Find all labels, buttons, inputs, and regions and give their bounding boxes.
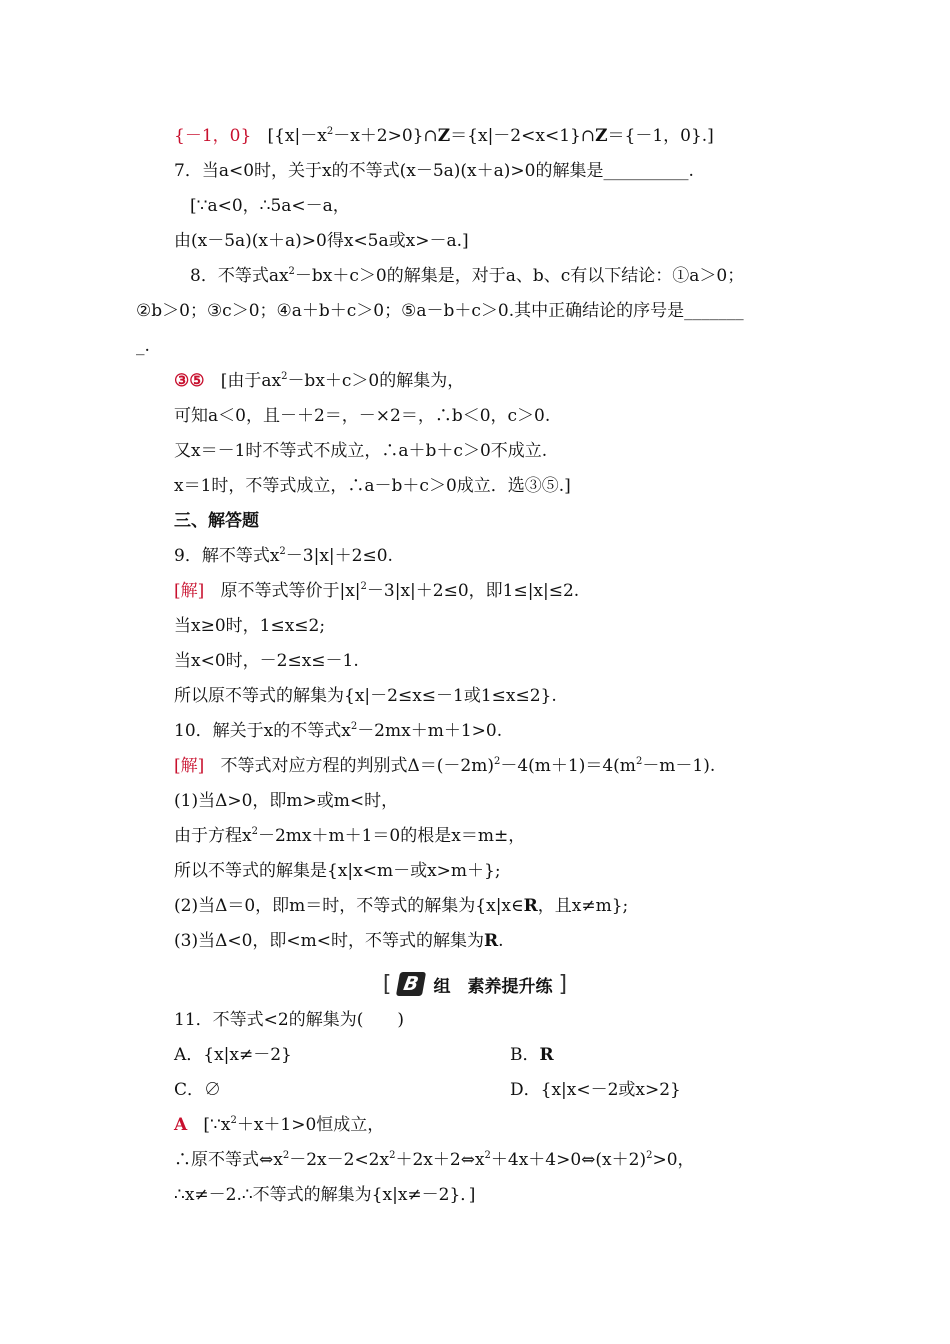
section-banner-b (0, 970, 950, 998)
banner-right-bracket: ] (558, 971, 568, 997)
option-a: A．{x|x≠－2} (174, 1045, 292, 1065)
solution-label: [解] (174, 581, 205, 601)
banner-title: 组 素养提升练 (433, 976, 553, 997)
answer-10-line-6: (3)当Δ<0，即<m<时，不等式的解集为R. (174, 931, 504, 951)
answer-11-line-1: A [$\because x^2+x+1>0$恒成立， (174, 1115, 385, 1135)
answer-10-line-5: (2)当Δ＝0，即m＝时，不等式的解集为{x|x∈R，且x≠m}; (174, 896, 629, 916)
question-7: 7．当a<0时，关于x的不等式(x－5a)(x＋a)>0的解集是__________. (174, 161, 694, 181)
answer-10-line-1: [解] 不等式对应方程的判别式$\Delta=(-2m)^2-4(m+1)=4(m^2-m-1)$. (174, 756, 716, 776)
option-c: C．∅ (174, 1080, 222, 1100)
answer-10-line-2: (1)当Δ>0，即m>或m<时， (174, 791, 399, 811)
answer-8-line-3: 又x＝－1时不等式不成立，∴a＋b＋c＞0不成立. (174, 441, 548, 461)
answer-8-line-2: 可知a＜0，且－＋2＝，－×2＝，∴b＜0，c＞0. (174, 406, 551, 426)
answer-7-line-2: 由(x－5a)(x＋a)>0得x<5a或x>－a.] (174, 231, 469, 251)
question-8-line-1: 8．不等式$ax^2-bx+c>0$的解集是，对于a、b、c有以下结论：①a＞0； (190, 266, 745, 286)
answer-10-line-3: 由于方程$x^2-2mx+m+1=0$的根是x＝m±， (174, 826, 526, 846)
answer-9-line-4: 所以原不等式的解集为{x|－2≤x≤－1或1≤x≤2}. (174, 686, 557, 706)
option-b: B．R (510, 1045, 554, 1065)
question-8-line-2: ②b＞0；③c＞0；④a＋b＋c＞0；⑤a－b＋c＞0.其中正确结论的序号是_______ (136, 301, 744, 321)
answer-11-result: A (174, 1115, 188, 1135)
question-10: 10．解关于x的不等式$x^2-2mx+m+1>0$. (174, 721, 503, 741)
question-11: 11．不等式<2的解集为( ) (174, 1010, 404, 1030)
section-heading-3: 三、解答题 (174, 511, 259, 531)
question-8-line-3: _. (136, 336, 150, 356)
answer-8-line-4: x＝1时，不等式成立，∴a－b＋c＞0成立．选③⑤.] (174, 476, 571, 496)
answer-9-line-2: 当x≥0时，1≤x≤2; (174, 616, 326, 636)
answer-8-line-1: ③⑤ [由于$ax^2-bx+c>0$的解集为， (174, 371, 465, 391)
solution-label: [解] (174, 756, 205, 776)
answer-11-line-3: ∴x≠－2.∴不等式的解集为{x|x≠－2}．] (174, 1185, 476, 1205)
answer-10-line-4: 所以不等式的解集是{x|x<m－或x>m＋}; (174, 861, 501, 881)
option-d: D．{x|x<－2或x>2} (510, 1080, 681, 1100)
banner-left-bracket: [ (382, 971, 392, 997)
answer-11-line-2: ∴原不等式$\Leftrightarrow x^2-2x-2<2x^2+2x+2\Leftrightarrow x^2+4x+4>0\Leftrightarrow(x+2)^2>0$， (174, 1150, 695, 1170)
answer-6-line: {－1，0} [$\{x|-x^2-x+2>0\}\cap Z=\{x|-2<x<1\}\cap Z=\{-1$，0}.] (174, 126, 714, 146)
answer-8-result: ③⑤ (174, 371, 205, 391)
answer-7-line-1: [∵a<0，∴5a<－a， (190, 196, 350, 216)
question-9: 9．解不等式$x^2-3|x|+2\le 0$. (174, 546, 393, 566)
answer-9-line-3: 当x<0时，－2≤x≤－1. (174, 651, 359, 671)
answer-6-result: {－1，0} (174, 126, 252, 146)
group-b-badge: B (395, 972, 425, 996)
answer-6-part-a: [{x|－x (267, 126, 327, 146)
answer-9-line-1: [解] 原不等式等价于$|x|^2-3|x|+2\le 0$，即1≤|x|≤2. (174, 581, 580, 601)
